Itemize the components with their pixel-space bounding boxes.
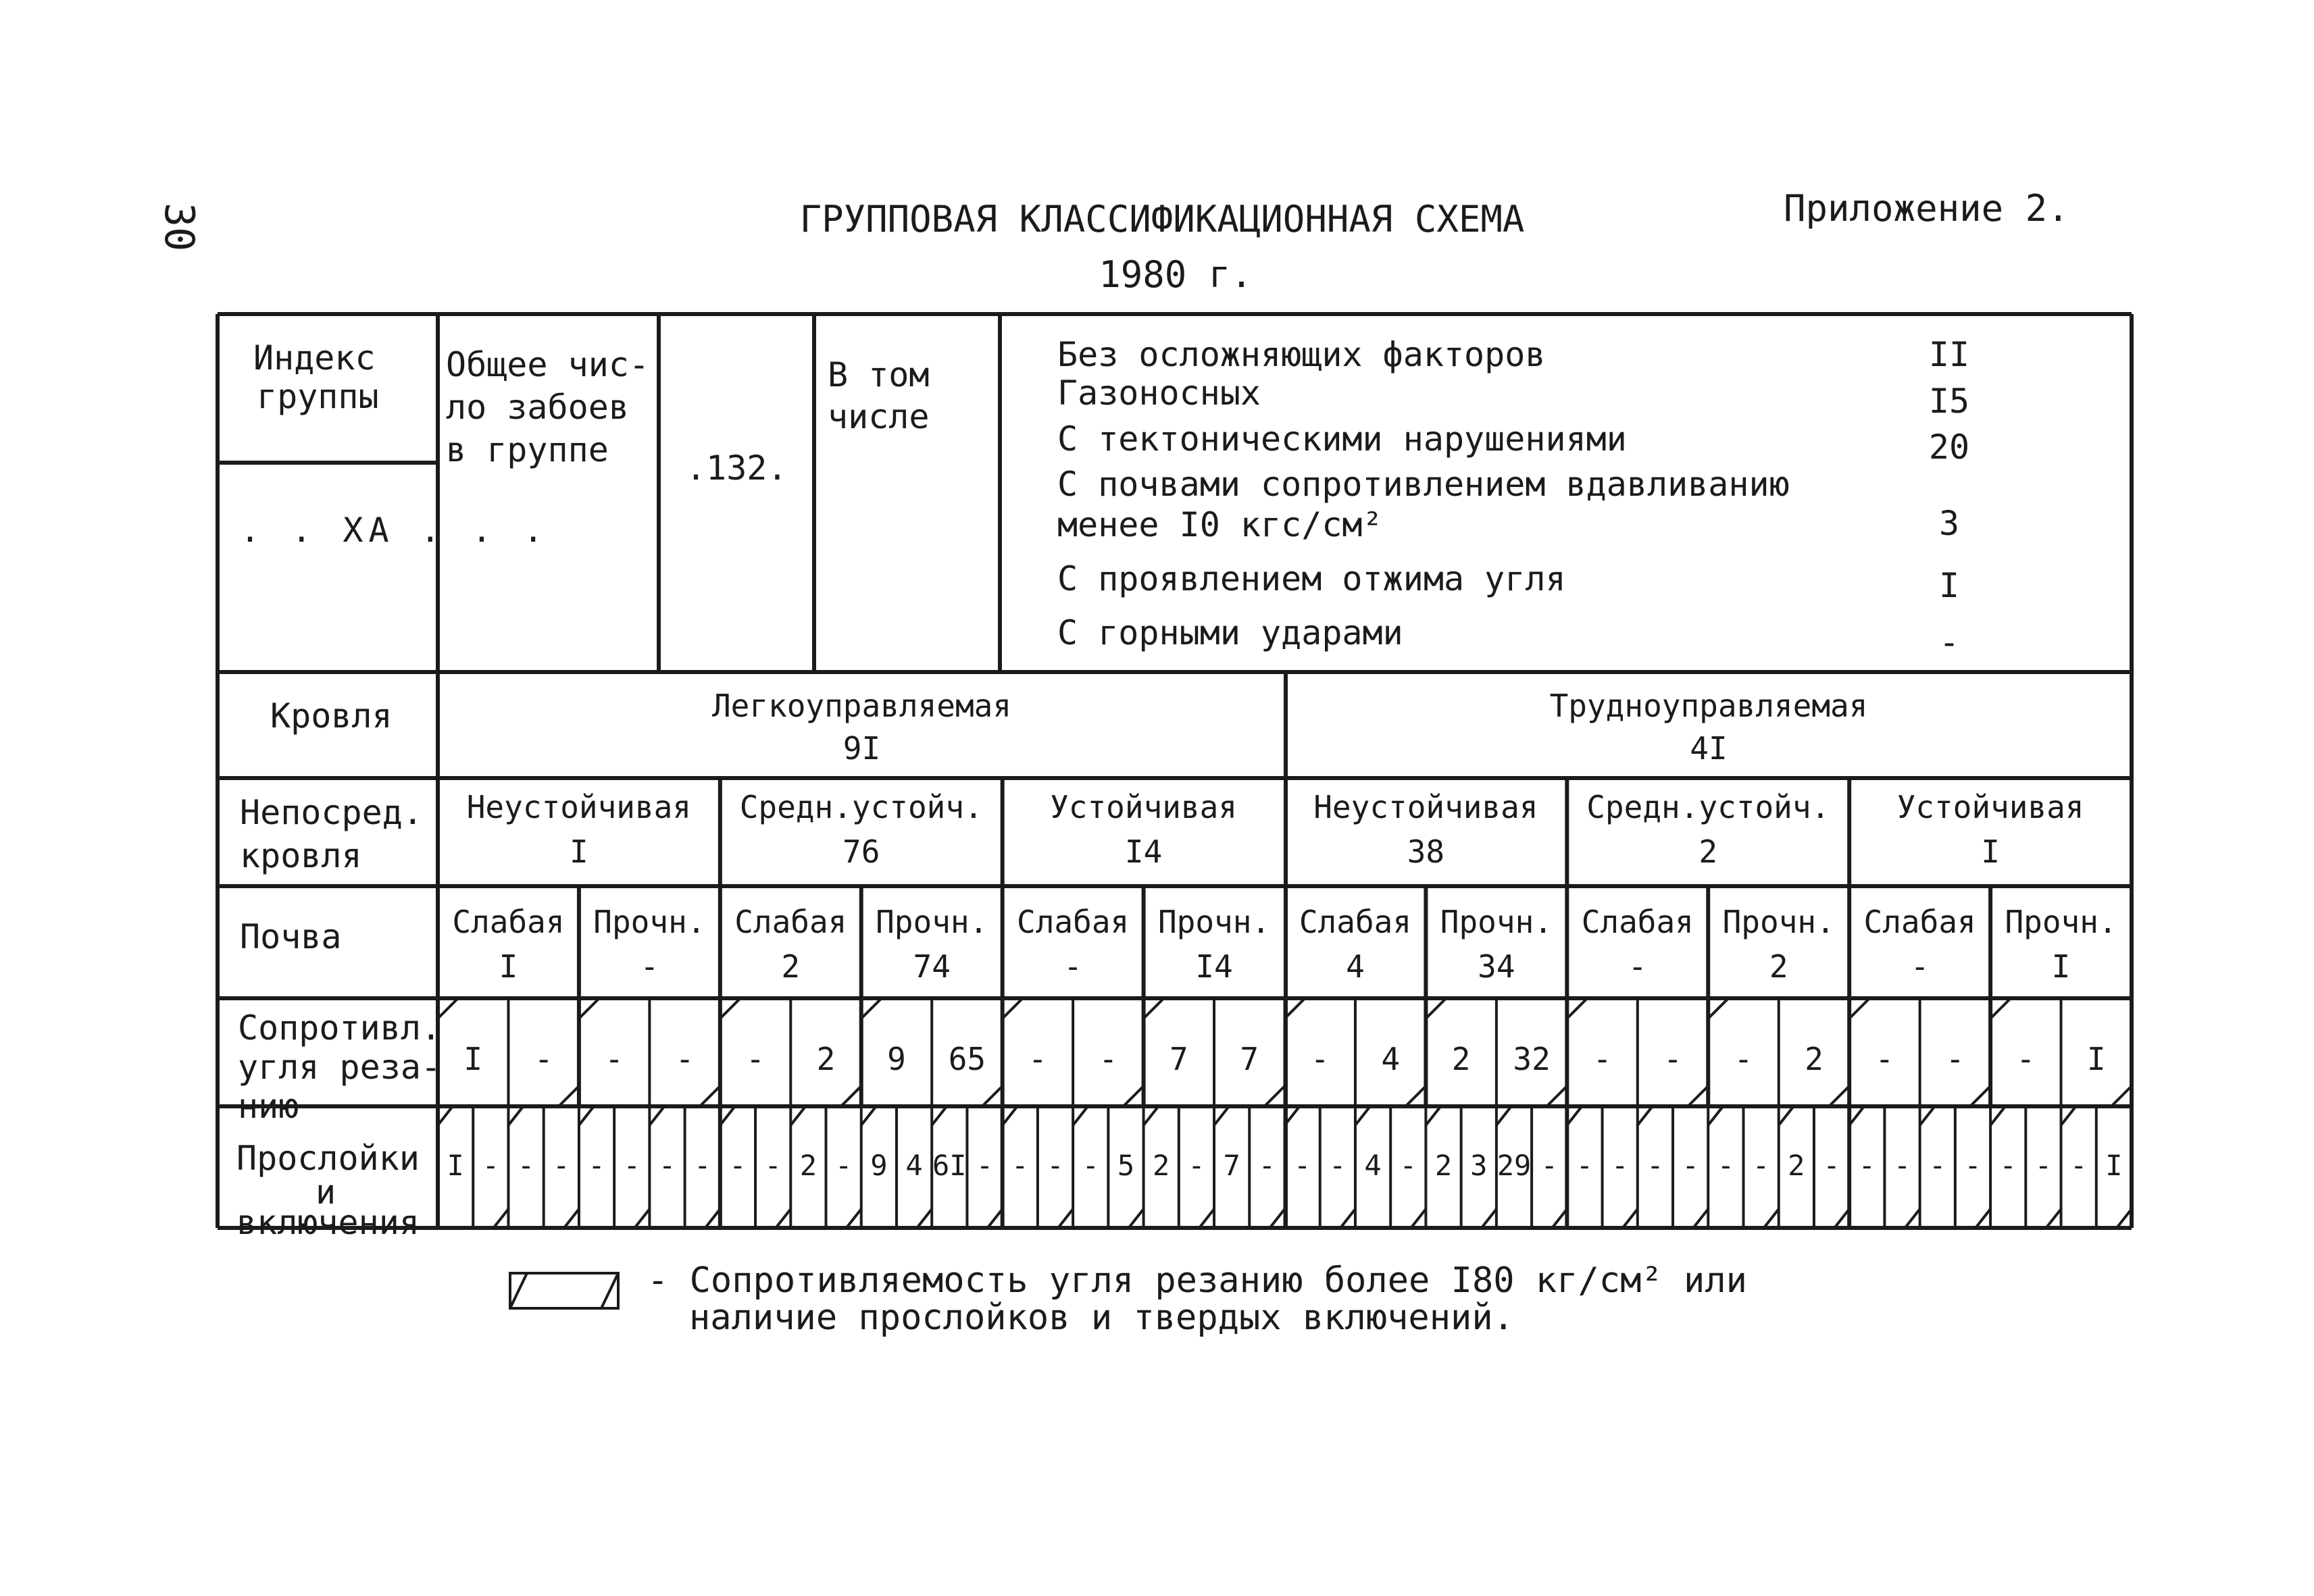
interlayer-value: 7 (1223, 1149, 1240, 1182)
hatch-mark (861, 998, 882, 1019)
hatch-mark (1834, 1209, 1849, 1228)
floor-count: 74 (913, 948, 951, 985)
interlayer-value: - (482, 1149, 499, 1182)
interlayer-value: - (834, 1149, 853, 1182)
total-value: .132. (686, 448, 788, 488)
hatch-mark (1144, 1106, 1159, 1125)
hatch-mark (634, 1209, 649, 1228)
interlayer-value: - (658, 1149, 676, 1182)
hatch-mark (1567, 1106, 1582, 1125)
hatch-mark (1426, 1106, 1440, 1125)
hatch-mark (1849, 1106, 1864, 1125)
hatch-mark (1623, 1209, 1638, 1228)
cutting-label-2: угля реза- (238, 1048, 442, 1087)
including-label-2: числе (828, 397, 930, 436)
cutting-value: 2 (816, 1041, 836, 1077)
hatch-mark (847, 1209, 861, 1228)
interlayer-value: - (1540, 1149, 1558, 1182)
interlayer-value: 2 (1153, 1149, 1170, 1182)
factor-label: С тектоническими нарушениями (1057, 419, 1627, 459)
cutting-value: - (675, 1041, 695, 1077)
direct-roof-type: Средн.устойч. (739, 789, 983, 825)
hatch-mark (720, 1106, 735, 1125)
interlayer-value: - (1646, 1149, 1664, 1182)
hatch-mark (932, 1106, 947, 1125)
cutting-value: 4 (1381, 1041, 1401, 1077)
hatch-mark (1708, 998, 1728, 1019)
hatch-mark (1129, 1209, 1144, 1228)
cutting-value: 2 (1451, 1041, 1471, 1077)
cutting-value: - (1592, 1041, 1612, 1077)
interlayers-label-3: включения (236, 1203, 420, 1242)
interlayer-value: - (729, 1149, 747, 1182)
floor-type: Слабая (452, 904, 565, 940)
total-label-3: в группе (446, 430, 609, 469)
hatch-mark (1340, 1209, 1355, 1228)
interlayer-value: - (553, 1149, 570, 1182)
cutting-value: 9 (887, 1041, 906, 1077)
direct-roof-count: 38 (1407, 833, 1445, 870)
floor-count: - (640, 948, 659, 985)
floor-count: 34 (1478, 948, 1515, 985)
cutting-label-3: нию (238, 1087, 299, 1126)
floor-count: - (1063, 948, 1082, 985)
floor-count: I (499, 948, 518, 985)
hatch-mark (1199, 1209, 1214, 1228)
interlayer-value: - (1752, 1149, 1770, 1182)
interlayer-value: - (1011, 1149, 1029, 1182)
floor-type: Прочн. (2005, 904, 2117, 940)
cutting-value: 7 (1169, 1041, 1188, 1077)
hatch-mark (559, 1086, 579, 1106)
interlayer-value: - (1717, 1149, 1735, 1182)
direct-roof-type: Устойчивая (1896, 789, 2084, 825)
cutting-value: - (1099, 1041, 1118, 1077)
factor-label: менее I0 кгс/см² (1057, 505, 1383, 544)
hatch-mark (1411, 1209, 1426, 1228)
interlayer-value: - (1964, 1149, 1982, 1182)
including-label-1: В том (828, 355, 930, 394)
interlayer-value: - (976, 1149, 994, 1182)
interlayer-value: - (517, 1149, 535, 1182)
hatch-mark (1920, 1106, 1935, 1125)
cutting-value: - (1663, 1041, 1682, 1077)
floor-count: 4 (1346, 948, 1365, 985)
hatch-mark (1829, 1086, 1849, 1106)
appendix-label: Приложение 2. (1784, 187, 2069, 230)
factor-value: I5 (1928, 382, 1970, 421)
cutting-value: - (2016, 1041, 2036, 1077)
hatch-mark (564, 1209, 579, 1228)
index-value: . . XA . . . (240, 511, 549, 550)
factor-label: С почвами сопротивлением вдавливанию (1057, 465, 1790, 504)
hatch-mark (720, 998, 740, 1019)
hatch-mark (1567, 998, 1587, 1019)
hatch-mark (1214, 1106, 1229, 1125)
page-number: 30 (155, 203, 203, 252)
roof-type: Трудноуправляемая (1549, 688, 1868, 724)
interlayer-value: - (1293, 1149, 1311, 1182)
interlayer-value: 4 (1364, 1149, 1382, 1182)
interlayer-value: I (447, 1149, 464, 1182)
factor-value: 20 (1928, 428, 1970, 467)
interlayer-value: 5 (1117, 1149, 1135, 1182)
cutting-value: - (1945, 1041, 1965, 1077)
interlayer-value: - (1823, 1149, 1840, 1182)
factor-label: Газоносных (1057, 374, 1261, 413)
direct-roof-count: I (570, 833, 588, 870)
direct-roof-count: 76 (842, 833, 880, 870)
interlayer-value: - (1258, 1149, 1276, 1182)
interlayer-value: - (1047, 1149, 1064, 1182)
hatch-mark (493, 1209, 508, 1228)
direct-roof-type: Устойчивая (1050, 789, 1238, 825)
roof-count: 4I (1690, 730, 1728, 767)
hatch-mark (508, 1106, 523, 1125)
hatch-mark (1546, 1086, 1567, 1106)
interlayer-value: - (1611, 1149, 1629, 1182)
direct-roof-label-1: Непосред. (240, 793, 423, 832)
hatch-mark (1058, 1209, 1073, 1228)
factor-value: II (1928, 335, 1970, 374)
floor-type: Прочн. (593, 904, 706, 940)
interlayer-value: 3 (1470, 1149, 1488, 1182)
hatch-mark (2046, 1209, 2061, 1228)
floor-count: - (1910, 948, 1930, 985)
interlayer-value: 2 (799, 1149, 818, 1182)
hatch-mark (1003, 1106, 1017, 1125)
floor-type: Прочн. (1157, 904, 1271, 940)
cutting-value: - (534, 1041, 553, 1077)
interlayer-value: I (2105, 1149, 2123, 1182)
hatch-mark (988, 1209, 1003, 1228)
cutting-value: - (1310, 1041, 1330, 1077)
interlayer-value: - (1999, 1149, 2017, 1182)
hatch-mark (1124, 1086, 1144, 1106)
interlayer-value: - (2070, 1149, 2088, 1182)
cutting-value: - (1875, 1041, 1894, 1077)
hatch-mark (1426, 998, 1446, 1019)
floor-type: Слабая (734, 904, 847, 940)
floor-type: Прочн. (1440, 904, 1553, 940)
hatch-mark (1405, 1086, 1426, 1106)
hatch-mark (1990, 998, 2011, 1019)
factor-value: 3 (1938, 504, 1960, 543)
interlayers-label-2: и (315, 1173, 336, 1212)
interlayer-value: 29 (1496, 1149, 1532, 1182)
hatch-mark (917, 1209, 932, 1228)
total-label-1: Общее чис- (446, 345, 650, 384)
hatch-mark (579, 998, 599, 1019)
cutting-value: - (746, 1041, 765, 1077)
interlayer-value: - (1329, 1149, 1347, 1182)
cutting-value: I (463, 1041, 483, 1077)
hatch-mark (841, 1086, 861, 1106)
legend-line-2: наличие прослойков и твердых включений. (689, 1297, 1514, 1338)
hatch-mark (1976, 1209, 1990, 1228)
cutting-label-1: Сопротивл. (238, 1008, 442, 1048)
direct-roof-count: 2 (1699, 833, 1718, 870)
interlayer-value: - (1082, 1149, 1099, 1182)
floor-count: 2 (781, 948, 801, 985)
cutting-value: 2 (1805, 1041, 1823, 1077)
floor-count: I (2051, 948, 2071, 985)
interlayer-value: - (623, 1149, 640, 1182)
interlayers-label-1: Прослойки (236, 1139, 420, 1178)
direct-roof-type: Неустойчивая (1313, 789, 1538, 825)
direct-roof-count: I (1981, 833, 2000, 870)
cutting-value: - (605, 1041, 624, 1077)
hatch-mark (1355, 1106, 1370, 1125)
hatch-mark (1905, 1209, 1920, 1228)
hatch-mark (705, 1209, 720, 1228)
cutting-value: - (1734, 1041, 1753, 1077)
hatch-mark (1693, 1209, 1708, 1228)
floor-type: Слабая (1299, 904, 1412, 940)
hatch-mark (1482, 1209, 1496, 1228)
hatch-mark (790, 1106, 805, 1125)
direct-roof-count: I4 (1124, 833, 1163, 870)
interlayer-value: 9 (870, 1149, 888, 1182)
factor-value: - (1938, 623, 1960, 662)
floor-type: Прочн. (1722, 904, 1835, 940)
interlayer-value: 2 (1788, 1149, 1805, 1182)
hatch-mark (1270, 1209, 1285, 1228)
hatch-mark (438, 1106, 453, 1125)
floor-count: 2 (1769, 948, 1788, 985)
interlayer-value: 6I (932, 1149, 967, 1182)
interlayer-value: - (588, 1149, 605, 1182)
hatch-mark (1003, 998, 1023, 1019)
interlayer-value: - (2034, 1149, 2053, 1182)
index-label-1: Индекс (253, 338, 376, 378)
interlayer-value: - (1682, 1149, 1699, 1182)
roof-type: Легкоуправляемая (711, 688, 1012, 724)
direct-roof-label-2: кровля (240, 836, 362, 875)
index-label-2: группы (257, 377, 379, 416)
hatch-mark (1764, 1209, 1779, 1228)
hatch-mark (579, 1106, 594, 1125)
interlayer-value: 4 (905, 1149, 923, 1182)
interlayer-value: - (1399, 1149, 1417, 1182)
interlayer-value: - (1929, 1149, 1946, 1182)
hatch-mark (1144, 998, 1164, 1019)
interlayer-value: - (694, 1149, 711, 1182)
factor-label: С горными ударами (1057, 613, 1403, 652)
roof-label: Кровля (270, 696, 393, 736)
cutting-value: - (1028, 1041, 1047, 1077)
page-year: 1980 г. (1099, 253, 1253, 296)
hatch-mark (776, 1209, 790, 1228)
floor-count: I4 (1195, 948, 1233, 985)
hatch-mark (1779, 1106, 1794, 1125)
page-title: ГРУППОВАЯ КЛАССИФИКАЦИОННАЯ СХЕМА (799, 198, 1525, 240)
hatch-mark (1265, 1086, 1285, 1106)
hatch-mark (1970, 1086, 1990, 1106)
hatch-mark (1496, 1106, 1511, 1125)
interlayer-value: - (1858, 1149, 1876, 1182)
hatch-mark (700, 1086, 720, 1106)
direct-roof-type: Средн.устойч. (1586, 789, 1830, 825)
factor-label: Без осложняющих факторов (1057, 335, 1546, 374)
hatch-mark (1552, 1209, 1567, 1228)
factor-label: С проявлением отжима угля (1057, 559, 1566, 598)
roof-count: 9I (842, 730, 881, 767)
cutting-value: I (2086, 1041, 2106, 1077)
hatch-mark (649, 1106, 664, 1125)
cutting-value: 65 (948, 1041, 986, 1077)
hatch-mark (1073, 1106, 1088, 1125)
factor-value: I (1938, 566, 1960, 605)
hatch-mark (982, 1086, 1003, 1106)
interlayer-value: - (764, 1149, 782, 1182)
direct-roof-type: Неустойчивая (466, 789, 692, 825)
hatch-mark (1708, 1106, 1723, 1125)
cutting-value: 7 (1240, 1041, 1259, 1077)
floor-type: Прочн. (876, 904, 988, 940)
hatch-mark (1638, 1106, 1653, 1125)
floor-type: Слабая (1581, 904, 1694, 940)
interlayer-value: - (1188, 1149, 1205, 1182)
hatch-mark (2117, 1209, 2132, 1228)
interlayer-value: 2 (1434, 1149, 1453, 1182)
hatch-mark (2061, 1106, 2076, 1125)
floor-label: Почва (240, 917, 342, 956)
hatch-mark (1990, 1106, 2005, 1125)
interlayer-value: - (1576, 1149, 1594, 1182)
hatch-mark (2111, 1086, 2132, 1106)
floor-type: Слабая (1863, 904, 1976, 940)
cutting-value: 32 (1513, 1041, 1551, 1077)
interlayer-value: - (1893, 1149, 1911, 1182)
hatch-mark (1849, 998, 1869, 1019)
floor-type: Слабая (1017, 904, 1130, 940)
hatch-mark (1688, 1086, 1708, 1106)
hatch-mark (861, 1106, 876, 1125)
total-label-2: ло забоев (446, 388, 629, 427)
legend-line-1: - Сопротивляемость угля резанию более I80 кг/см² или (647, 1260, 1747, 1301)
floor-count: - (1628, 948, 1647, 985)
